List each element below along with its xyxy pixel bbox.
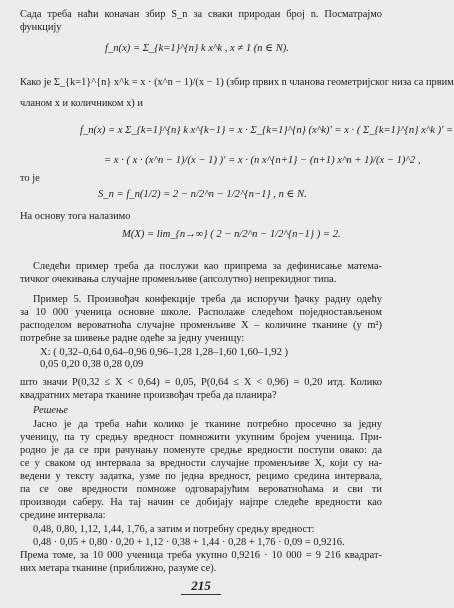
text-line: Према томе, за 10 000 ученица треба укупно 0,9216 · 10 000 = 9 216 квадрат-: [20, 550, 382, 561]
formula: S_n = f_n(1/2) = 2 − n/2^n − 1/2^{n−1} , n ∈ N.: [98, 189, 307, 200]
formula: f_n(x) = Σ_{k=1}^{n} k x^k , x ≠ 1 (n ∈ N).: [105, 43, 289, 54]
text-line: што значи P(0,32 ≤ X < 0,64) = 0,05, P(0,64 ≤ X < 0,96) = 0,20 итд. Колико: [20, 377, 382, 388]
text-line: родно је да се при рачунању поменуте средње вредности поступи овако: да: [20, 445, 382, 456]
text-line: средине интервала:: [20, 510, 106, 521]
text-line: Како је Σ_{k=1}^{n} x^k = x · (x^n − 1)/(x − 1) (збир првих n чланова геометријског низа са првим: [20, 77, 454, 88]
text-line: чланом x и количником x) и: [20, 98, 143, 109]
section-heading: Решење: [33, 405, 69, 416]
page-number: 215: [191, 578, 211, 593]
text-line: Сада треба наћи коначан збир S_n за сваки природан број n. Посматрајмо: [20, 9, 382, 20]
text-line: потребне за шивење радне одеће за једну ученицу:: [20, 333, 245, 344]
text-line: ведени у тексту задатка, узме по једна вредност, рецимо средина интервала,: [20, 471, 382, 482]
formula: M(X) = lim_{n→∞} ( 2 − n/2^n − 1/2^{n−1} ) = 2.: [122, 229, 341, 240]
text-line: 0,48, 0,80, 1,12, 1,44, 1,76, а затим и потребну средњу вредност:: [33, 524, 315, 535]
distribution-table-row: 0,05 0,20 0,38 0,28 0,09: [40, 359, 144, 370]
text-line: за 10 000 ученица основне школе. Располаже следећом поједностављеном: [20, 307, 382, 318]
text-line: ученицу, па ту средњу вредност помножити укупним бројем ученица. При-: [20, 432, 382, 443]
text-line: них метара тканине (приближно, разуме се).: [20, 563, 217, 574]
formula: = x · ( x · (x^n − 1)/(x − 1) )' = x · (n x^{n+1} − (n+1) x^n + 1)/(x − 1)^2 ,: [104, 155, 421, 166]
text-line: расподелом вероватноћа случајне променљиве X – количине тканине (у m²): [20, 320, 382, 331]
text-line: се у сваком од интервала за вредности случајне променљиве X, који су на-: [20, 458, 382, 469]
page-number-rule: [181, 594, 221, 595]
text-line: квадратних метара тканине произвођач треба да планира?: [20, 390, 277, 401]
text-line: На основу тога налазимо: [20, 211, 131, 222]
text-line: па се ове вредности помноже одговарајућим вероватноћама и сви ти: [20, 484, 382, 495]
text-line: производи саберу. На тај начин се добијају најпре следеће вредности као: [20, 497, 382, 508]
text-line: тичког очекивања случајне променљиве (апсолутно) непрекидног типа.: [20, 274, 337, 285]
text-line: Следећи пример треба да послужи као припрема за дефинисање матема-: [33, 261, 382, 272]
distribution-table-row: X: ( 0,32–0,64 0,64–0,96 0,96–1,28 1,28–1,60 1,60–1,92 ): [40, 347, 289, 358]
text-line: Јасно је да треба наћи колико је тканине потребно просечно за једну: [33, 419, 382, 430]
text-line: то је: [20, 173, 40, 184]
text-line: Пример 5. Произвођач конфекције треба да испоручи ђачку радну одећу: [33, 294, 382, 305]
formula: f_n(x) = x Σ_{k=1}^{n} k x^{k−1} = x · Σ_{k=1}^{n} (x^k)' = x · ( Σ_{k=1}^{n} x^k )' =: [80, 125, 454, 136]
text-line: 0,48 · 0,05 + 0,80 · 0,20 + 1,12 · 0,38 + 1,44 · 0,28 + 1,76 · 0,09 = 0,9216.: [33, 537, 345, 548]
text-line: функцију: [20, 22, 62, 33]
